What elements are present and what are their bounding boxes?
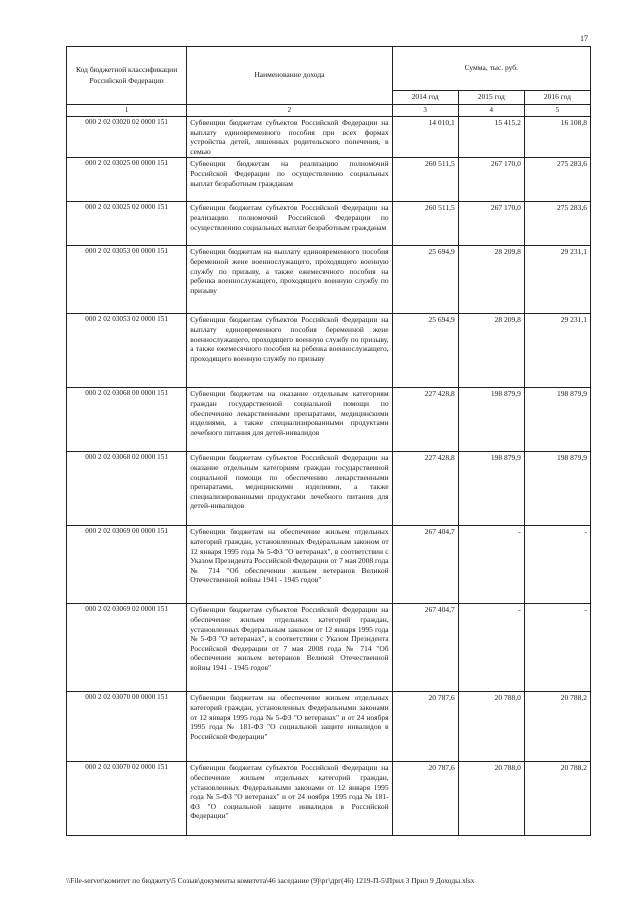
table-row xyxy=(67,388,591,452)
row-name: Субвенции бюджетам на обеспечение жильем отдельных категорий граждан, установленных Федеральным законом от 12 января 1995 года № 5-ФЗ "О ветеранах", в соответствии с Указом Президента Российской Федерации от 7 мая 2008 года № 714 "Об обеспечении жильем ветеранов Великой Отечественной войны 1941 - 1945 годов" xyxy=(187,526,392,604)
row-name: Субвенции бюджетам субъектов Российской Федерации на обеспечение жильем отдельных категорий граждан, установленных Федеральным законом от 12 января 1995 года № 5-ФЗ "О ветеранах", в соответствии с Указом Президента Российской Федерации от 7 мая 2008 года № 714 "Об обеспечении жильем ветеранов Великой Отечественной войны 1941 - 1945 годов" xyxy=(187,604,392,692)
header-name: Наименование дохода xyxy=(187,47,392,105)
row-code: 000 2 02 03068 00 0000 151 xyxy=(67,388,187,452)
row-value-2016: 275 283,6 xyxy=(524,202,590,246)
header-year-2014: 2014 год xyxy=(392,91,458,105)
row-value-2016: 198 879,9 xyxy=(524,388,590,452)
header-year-2015: 2015 год xyxy=(458,91,524,105)
row-name: Субвенции бюджетам субъектов Российской Федерации на оказание отдельным категориям граждан государственной социальной помощи по обеспечению лекарственными препаратами, медицинскими изделиями, а также специализированными продуктами лечебного питания для детей-инвалидов xyxy=(187,452,392,526)
row-name: Субвенции бюджетам субъектов Российской Федерации на выплату единовременного пособия беременной жене военнослужащего, проходящего военную службу по призыву, а также ежемесячного пособия на ребенка военнослужащего, проходящего военную службу по призыву xyxy=(187,314,392,388)
row-name: Субвенции бюджетам субъектов Российской Федерации на реализацию полномочий Российской Федерации по осуществлению социальных выплат безработным гражданам xyxy=(187,202,392,246)
page-number: 17 xyxy=(580,34,588,43)
row-value-2015: 267 170,0 xyxy=(458,202,524,246)
row-code: 000 2 02 03069 00 0000 151 xyxy=(67,526,187,604)
header-sum: Сумма, тыс. руб. xyxy=(392,47,590,91)
row-value-2016: 20 788,2 xyxy=(524,762,590,836)
row-value-2016: - xyxy=(524,604,590,692)
row-name: Субвенции бюджетам на выплату единовременного пособия беременной жене военнослужащего, проходящего военную службу по призыву, а также ежемесячного пособия на ребенка военнослужащего, проходящего военную службу по призыву xyxy=(187,246,392,314)
row-value-2016: 198 879,9 xyxy=(524,452,590,526)
footer-file-path: \\File-server\комитет по бюджету\5 Созыв\документы комитета\46 заседание (9)\рг\дрг(46) 1219-П-5\Прил 3 Прил 9 Доходы.xlsx xyxy=(66,876,475,885)
row-value-2015: 198 879,9 xyxy=(458,452,524,526)
row-code: 000 2 02 03068 02 0000 151 xyxy=(67,452,187,526)
table-row xyxy=(67,692,591,762)
row-code: 000 2 02 03020 02 0000 151 xyxy=(67,117,187,158)
row-value-2016: 29 231,1 xyxy=(524,314,590,388)
row-value-2015: 15 415,2 xyxy=(458,117,524,158)
row-value-2014: 267 404,7 xyxy=(392,604,458,692)
table-row xyxy=(67,526,591,604)
row-value-2014: 14 010,1 xyxy=(392,117,458,158)
row-value-2016: 20 788,2 xyxy=(524,692,590,762)
row-name: Субвенции бюджетам на реализацию полномочий Российской Федерации по осуществлению социальных выплат безработным гражданам xyxy=(187,158,392,202)
table-row xyxy=(67,158,591,202)
row-value-2014: 25 694,9 xyxy=(392,314,458,388)
table-row xyxy=(67,314,591,388)
table-row xyxy=(67,202,591,246)
column-number: 3 xyxy=(392,105,458,117)
row-name: Субвенции бюджетам субъектов Российской Федерации на обеспечение жильем отдельных категорий граждан, установленных Федеральными законами от 12 января 1995 года № 5-ФЗ "О ветеранах" и от 24 ноября 1995 года № 181-ФЗ "О социальной защите инвалидов в Российской Федерации" xyxy=(187,762,392,836)
table-row xyxy=(67,246,591,314)
row-code: 000 2 02 03070 00 0000 151 xyxy=(67,692,187,762)
row-value-2014: 20 787,6 xyxy=(392,692,458,762)
row-value-2014: 20 787,6 xyxy=(392,762,458,836)
row-value-2016: 29 231,1 xyxy=(524,246,590,314)
row-value-2015: 28 209,8 xyxy=(458,314,524,388)
column-number: 2 xyxy=(187,105,392,117)
row-name: Субвенции бюджетам на оказание отдельным категориям граждан государственной социальной помощи по обеспечению лекарственными препаратами, медицинскими изделиями, а также специализированными продуктами лечебного питания для детей-инвалидов xyxy=(187,388,392,452)
row-value-2014: 267 404,7 xyxy=(392,526,458,604)
row-value-2015: 198 879,9 xyxy=(458,388,524,452)
row-code: 000 2 02 03053 00 0000 151 xyxy=(67,246,187,314)
row-value-2014: 260 511,5 xyxy=(392,202,458,246)
row-value-2016: 275 283,6 xyxy=(524,158,590,202)
table-row xyxy=(67,604,591,692)
row-value-2015: 20 788,0 xyxy=(458,762,524,836)
column-number: 1 xyxy=(67,105,187,117)
row-code: 000 2 02 03025 00 0000 151 xyxy=(67,158,187,202)
row-value-2015: 20 788,0 xyxy=(458,692,524,762)
row-value-2014: 227 428,8 xyxy=(392,452,458,526)
header-code: Код бюджетной классификации Российской Федерации xyxy=(67,47,187,105)
row-value-2014: 260 511,5 xyxy=(392,158,458,202)
row-code: 000 2 02 03025 02 0000 151 xyxy=(67,202,187,246)
row-value-2015: 28 209,8 xyxy=(458,246,524,314)
row-code: 000 2 02 03070 02 0000 151 xyxy=(67,762,187,836)
table-row xyxy=(67,452,591,526)
row-value-2015: - xyxy=(458,604,524,692)
column-number: 5 xyxy=(524,105,590,117)
row-code: 000 2 02 03069 02 0000 151 xyxy=(67,604,187,692)
row-value-2015: - xyxy=(458,526,524,604)
table-row xyxy=(67,762,591,836)
row-name: Субвенции бюджетам субъектов Российской Федерации на выплату единовременного пособия при всех формах устройства детей, лишенных родительского попечения, в семью xyxy=(187,117,392,158)
row-value-2014: 227 428,8 xyxy=(392,388,458,452)
revenue-table xyxy=(66,46,591,836)
column-number: 4 xyxy=(458,105,524,117)
row-value-2016: - xyxy=(524,526,590,604)
header-year-2016: 2016 год xyxy=(524,91,590,105)
row-value-2016: 16 108,8 xyxy=(524,117,590,158)
table-row xyxy=(67,117,591,158)
row-value-2014: 25 694,9 xyxy=(392,246,458,314)
row-value-2015: 267 170,0 xyxy=(458,158,524,202)
row-name: Субвенции бюджетам на обеспечение жильем отдельных категорий граждан, установленных Федеральными законами от 12 января 1995 года № 5-ФЗ "О ветеранах" и от 24 ноября 1995 года № 181-ФЗ "О социальной защите инвалидов в Российской Федерации" xyxy=(187,692,392,762)
row-code: 000 2 02 03053 02 0000 151 xyxy=(67,314,187,388)
